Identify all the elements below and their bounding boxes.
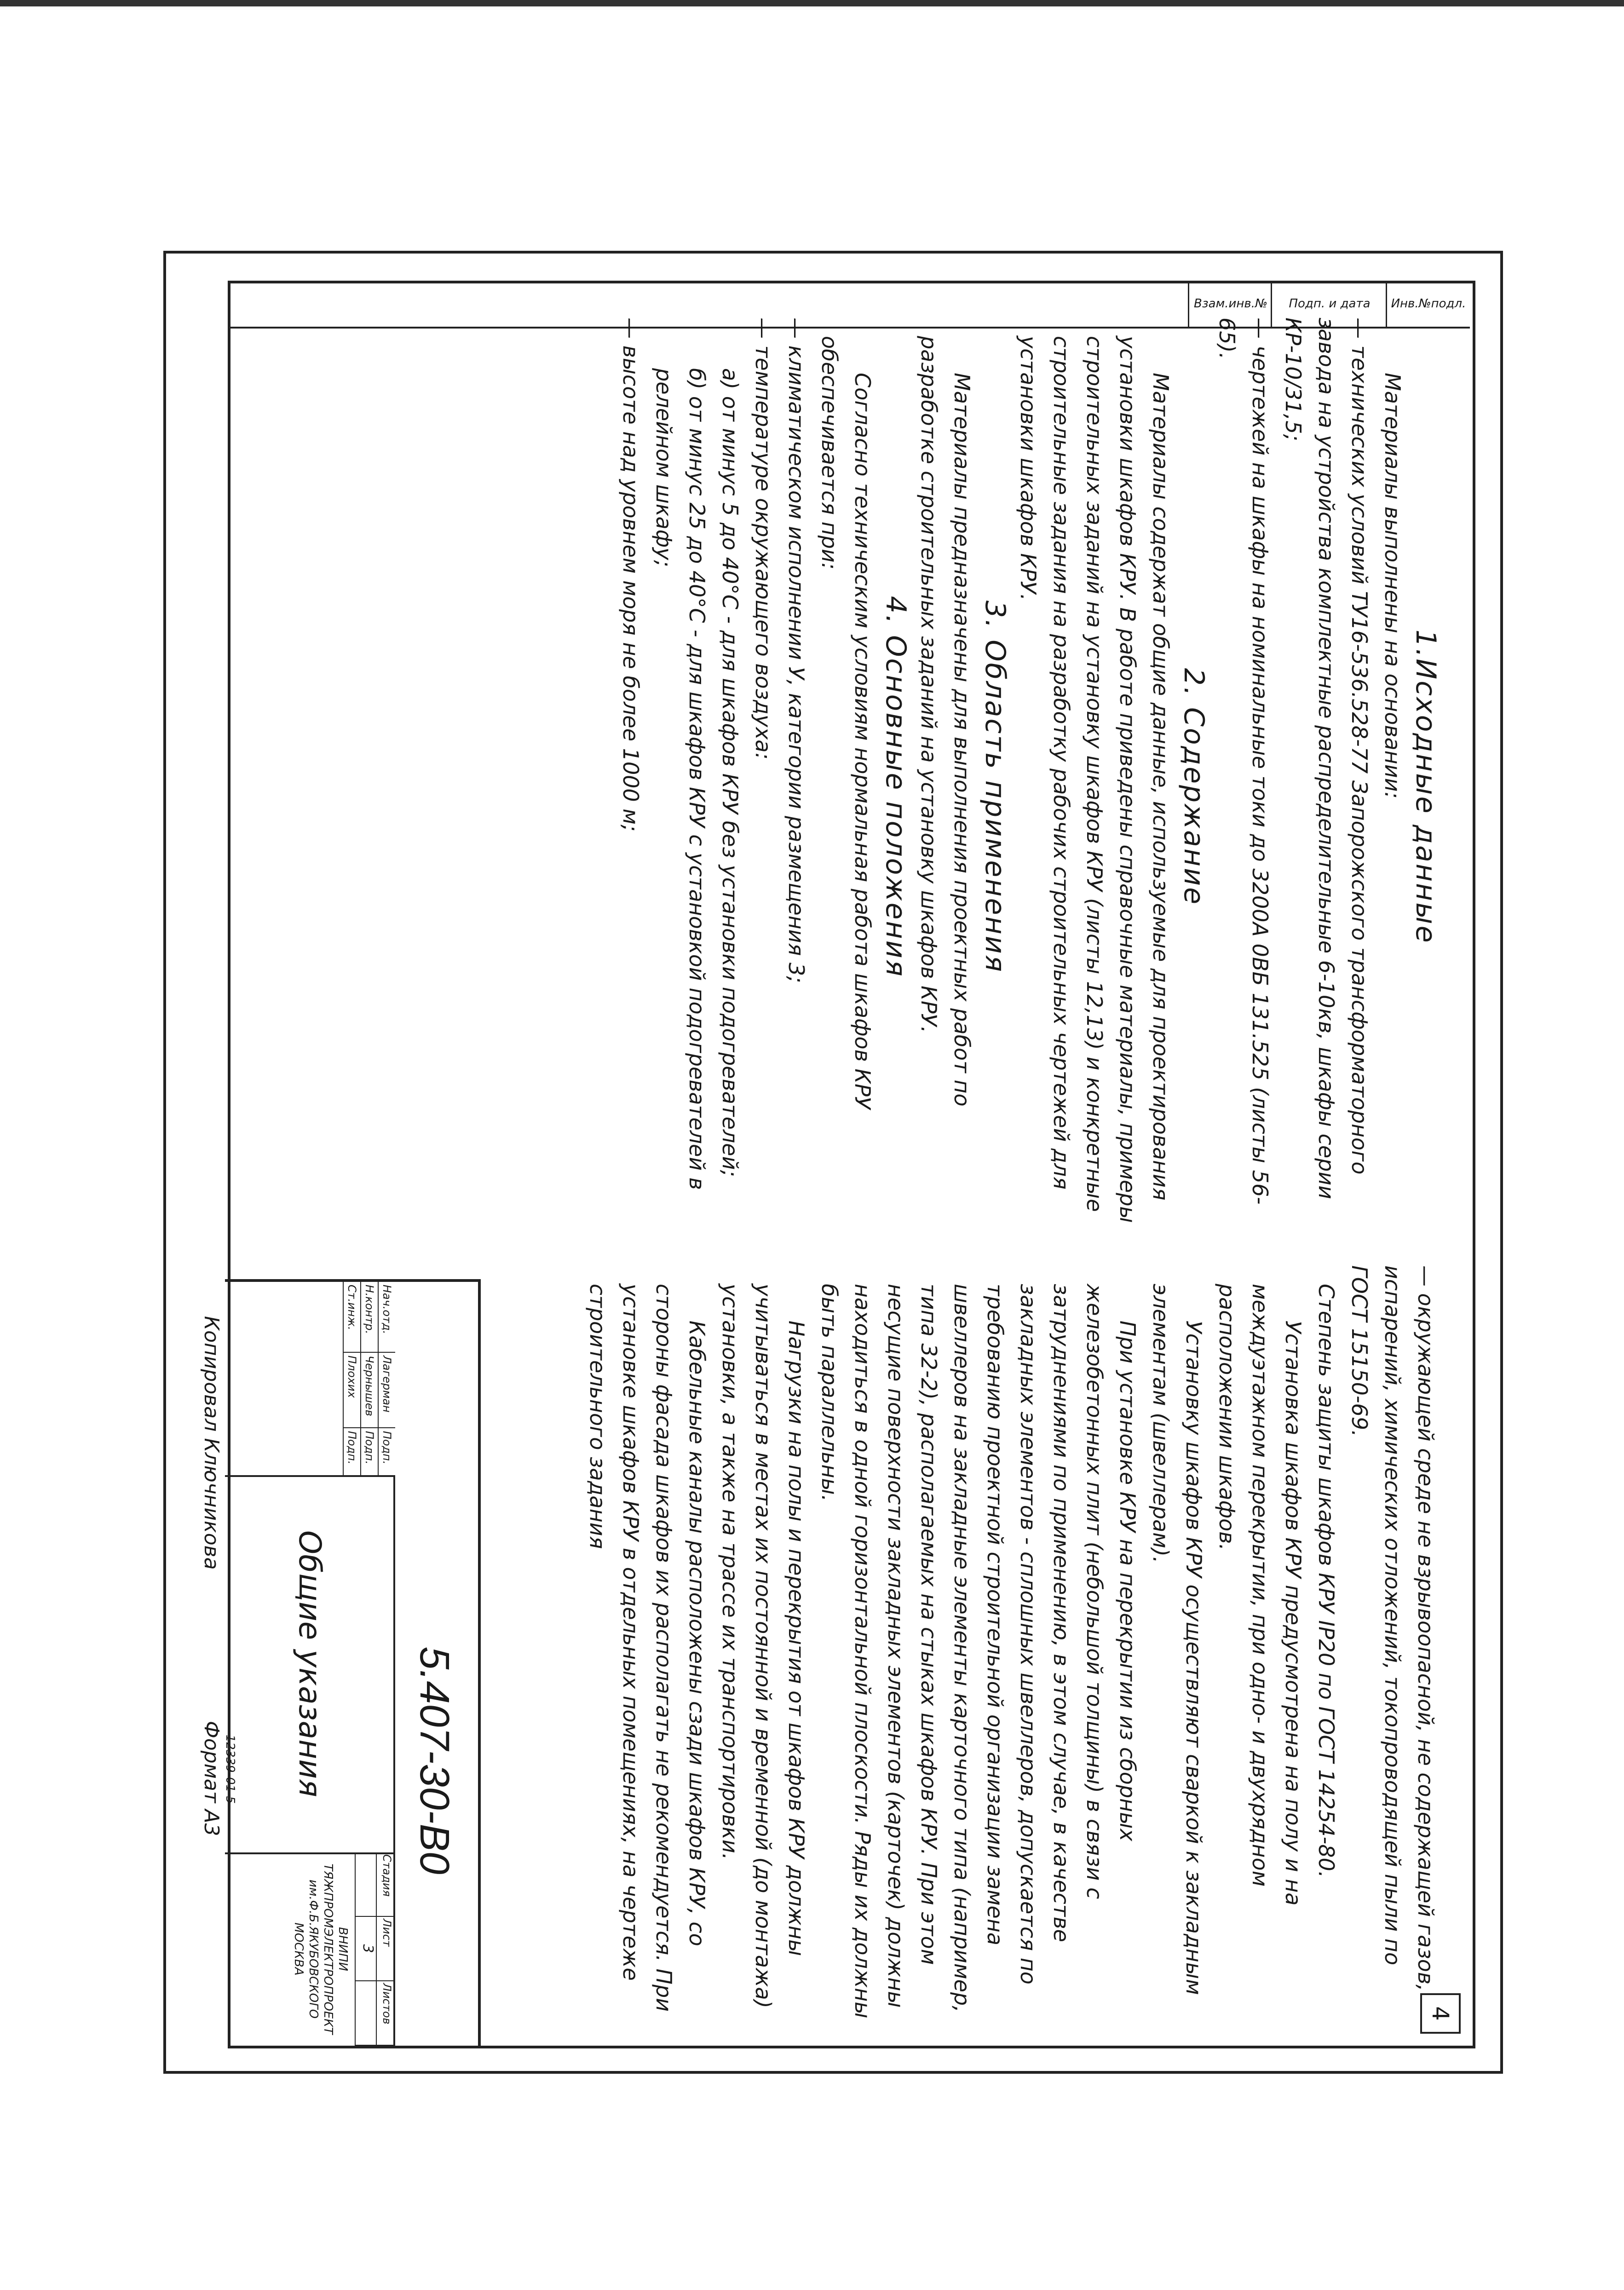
- signature: Подп.: [363, 1431, 376, 1465]
- strip-label: Взам.инв.№: [1194, 297, 1267, 311]
- sheet-number: 4: [1420, 1993, 1461, 2034]
- paragraph: Нагрузки на полы и перекрытия от шкафов КРУ должны учитываться в местах их постоянной и временной (до монтажа) установки, а также на трассе их транспортировки.: [718, 1284, 809, 2008]
- signature-row: [360, 1282, 378, 1475]
- person: Лагерман: [379, 1353, 395, 1428]
- stage-label: Стадия: [377, 1852, 395, 1917]
- paragraph: Согласно техническим условиям нормальная работа шкафов КРУ обеспечивается при:: [817, 336, 875, 1109]
- document-code: 5.407-30-В0: [393, 1475, 473, 2046]
- paragraph: Кабельные каналы расположены сзади шкафов КРУ, со стороны фасада шкафов их располагать не рекомендуется. При установке шкафов КРУ в отдельных помещениях, на чертеже строительного задания: [585, 1284, 709, 2012]
- sheets-value: [356, 1981, 376, 2046]
- right-column: [581, 1265, 1442, 2020]
- sheet-content: [200, 281, 1470, 2043]
- paragraph: — окружающей среде не взрывоопасной, не содержащей газов, испарений, химических отложений, токопроводящей пыли по ГОСТ 15150-69.: [1347, 1265, 1438, 1991]
- list-item: — чертежей на шкафы на номинальные токи до 3200А 0ВБ 131.525 (листы 56-65).: [1215, 317, 1273, 1205]
- meta-values: [355, 1852, 376, 2046]
- role: Н.контр.: [361, 1282, 378, 1353]
- strip-cell-inv: [1386, 281, 1470, 327]
- signature-row: [378, 1282, 395, 1475]
- sheet-label: Лист: [377, 1917, 395, 1981]
- person: Плохих: [344, 1353, 360, 1428]
- list-subitem: а) от минус 5 до 40°С - для шкафов КРУ без установки подогревателей;: [718, 368, 743, 1177]
- scan-edge-line: [0, 0, 1624, 6]
- section-heading: 2. Содержание: [1178, 668, 1210, 906]
- list-subitem: б) от минус 25 до 40°С - для шкафов КРУ с установкой подогревателей в релейном шкафу;: [651, 368, 709, 1190]
- paragraph: При установке КРУ на перекрытии из сборных железобетонных плит (небольшой толщины) в связи с затруднениями по применению, в этом случае, в качестве закладных элементов - сплошных швеллеров, допускается по требованию проектной строительной организации замена швеллеров на закладные элементы карточного типа (например, типа 32-2), располагаемых на стыках шкафов КРУ. При этом несущие поверхности закладных элементов (карточек) должны находиться в одной горизонтальной плоскости. Ряды их должны быть параллельны.: [817, 1284, 1140, 2019]
- paragraph: Установка шкафов КРУ предусмотрена на полу и на междуэтажном перекрытии, при одно- и двухрядном расположении шкафов.: [1215, 1284, 1306, 1906]
- stamp-meta: [225, 1852, 395, 2046]
- paragraph: Материалы содержат общие данные, используемые для проектирования установки шкафов КРУ. В работе приведены справочные материалы, примеры строительных заданий на установку шкафов КРУ (листы 12,13) и конкретные строительные задания на разработку рабочих строительных чертежей для установки шкафов КРУ.: [1016, 336, 1173, 1223]
- rotated-sheet: [200, 281, 1470, 2043]
- role: Ст.инж.: [344, 1282, 360, 1353]
- section-heading: 4. Основные положения: [880, 596, 912, 978]
- sheet-value: 3: [356, 1917, 376, 1981]
- signature-row: [343, 1282, 360, 1475]
- signature: Подп.: [380, 1431, 393, 1465]
- paragraph: Степень защиты шкафов КРУ IP20 по ГОСТ 14254-80.: [1314, 1284, 1339, 1878]
- stage-value: [356, 1852, 376, 1917]
- organization: ВНИПИ ТЯЖПРОМЭЛЕКТРОПРОЕКТ им.Ф.Б.ЯКУБОВСКОГО МОСКВА: [292, 1863, 350, 2035]
- paragraph: Материалы предназначены для выполнения проектных работ по разработке строительных заданий на установку шкафов КРУ.: [916, 336, 974, 1107]
- sheets-label: Листов: [377, 1981, 395, 2046]
- signature-table: [225, 1282, 395, 1477]
- meta-header: [376, 1852, 395, 2046]
- list-item: — температуре окружающего воздуха:: [751, 317, 776, 760]
- role: Нач.отд.: [379, 1282, 395, 1353]
- order-number: 12339-01 5: [223, 1735, 237, 1804]
- copied-by: Копировал Ключникова: [200, 1316, 223, 1570]
- paragraph: Материалы выполнены на основании:: [1380, 373, 1405, 799]
- paragraph: Установку шкафов КРУ осуществляют сваркой к закладным элементам (швеллерам).: [1148, 1284, 1206, 1995]
- section-heading: 1.Исходные данные: [1410, 629, 1442, 944]
- left-column: [614, 317, 1442, 1238]
- title-block: [225, 1279, 481, 2046]
- person: Чернышев: [361, 1353, 378, 1428]
- section-heading: 3. Область применения: [979, 600, 1011, 973]
- strip-label: Инв.№подл.: [1391, 297, 1466, 311]
- list-item: — технических условий ТУ16-536.528-77 Запорожского трансформаторного завода на устройства комплектные распределительные 6-10кв, шкафы серии КР-10/31,5;: [1281, 317, 1372, 1200]
- list-item: — климатическом исполнении У, категории размещения 3;: [784, 317, 809, 983]
- list-item: — высоте над уровнем моря не более 1000 м;: [618, 317, 643, 832]
- strip-label: Подп. и дата: [1289, 297, 1371, 311]
- document-title: Общие указания: [225, 1475, 395, 1854]
- paper-format: Формат А3: [200, 1721, 223, 1836]
- signature: Подп.: [346, 1431, 358, 1465]
